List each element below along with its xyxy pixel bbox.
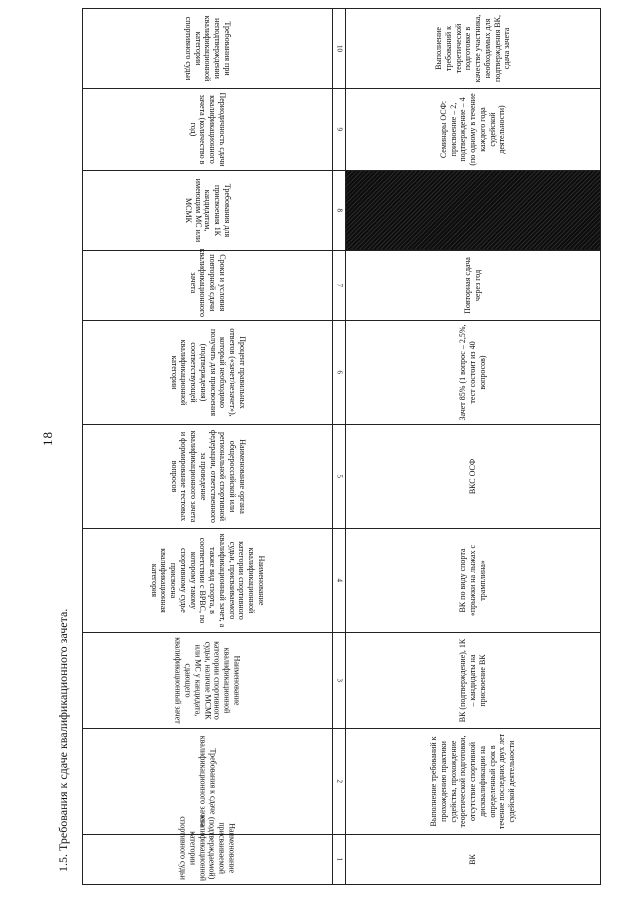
table-header-row xyxy=(83,9,333,885)
requirements-table-wrapper xyxy=(82,14,600,885)
header-cell-2: Требования к сдаче квалификационного зачета xyxy=(83,729,333,835)
cell-candidate-category: ВК (подтверждение), 1К – кандидаты на присвоение ВК xyxy=(346,633,601,729)
cell-category: ВК xyxy=(346,835,601,885)
column-number-row xyxy=(333,9,346,885)
column-number-3: 3 xyxy=(333,633,346,729)
cell-examiner-category: ВК по виду спорта «прыжки на лыжах с трамплина» xyxy=(346,529,601,633)
header-cell-5: Наименование органа общероссийской или региональной спортивной федерации, ответственного за проведение квалификационного зачета и формирование тестовых вопросов xyxy=(83,425,333,529)
column-number-2: 2 xyxy=(333,729,346,835)
column-number-8: 8 xyxy=(333,171,346,251)
column-number-7: 7 xyxy=(333,251,346,321)
cell-requirements: Выполнение требований к прохождению практики судейства, прохождение теоретической подготовки, отсутствие спортивной дисквалификации на определенный срок в течение последних двух лет судейской деятельности xyxy=(346,729,601,835)
column-number-10: 10 xyxy=(333,9,346,89)
header-cell-7: Сроки и условия повторной сдачи квалификационного зачета xyxy=(83,251,333,321)
section-title: 1.5. Требования к сдаче квалификационного зачета. xyxy=(56,608,70,872)
cell-retake-terms: Повторная сдача через год xyxy=(346,251,601,321)
cell-responsible-body: ВКС ОСФ xyxy=(346,425,601,529)
requirements-table xyxy=(82,8,601,885)
column-number-1: 1 xyxy=(333,835,346,885)
header-cell-9: Периодичность сдачи квалификационного зачета (количество в год) xyxy=(83,89,333,171)
table-row xyxy=(346,9,601,885)
column-number-6: 6 xyxy=(333,321,346,425)
cell-frequency: Семинары ОСФ: присвоение – 2, подтверждение – 4 (по одному в течение каждого года судейской деятельности) xyxy=(346,89,601,171)
column-number-4: 4 xyxy=(333,529,346,633)
column-number-9: 9 xyxy=(333,89,346,171)
header-cell-1: Наименование присваиваемой (подтверждаемой) квалификационной категории спортивного судьи xyxy=(83,835,333,885)
page-number: 18 xyxy=(40,431,55,446)
header-cell-4: Наименование квалификационной категории спортивного судьи, присваиваемого квалификационный зачет, а также вид спорта, в соответствии с ВРВС, по которому такому спортивному судье присвоена квалификационная категория xyxy=(83,529,333,633)
header-cell-10: Требования при неподтверждении квалификационной категории спортивного судьи xyxy=(83,9,333,89)
header-cell-3: Наименование квалификационной категории спортивного судьи, наличие МСМК или МС у кандидата, сдающего квалификационный зачет xyxy=(83,633,333,729)
header-cell-8: Требования для присвоения 1К кандидатам, имеющим МС или МСМК xyxy=(83,171,333,251)
cell-non-confirmation: Выполнение требований к теоретической подготовке в качестве участника, необходимых для подтверждения ВК, сдача зачета xyxy=(346,9,601,89)
column-number-5: 5 xyxy=(333,425,346,529)
header-cell-6: Процент правильных ответов («зачет/незачет»), который необходимо получить для присвоения (подтверждения) соответствующей квалификационной категории xyxy=(83,321,333,425)
cell-pass-percentage: Зачет 85% (1 вопрос – 2,5%, тест состоит из 40 вопросов) xyxy=(346,321,601,425)
cell-redacted xyxy=(346,171,601,251)
